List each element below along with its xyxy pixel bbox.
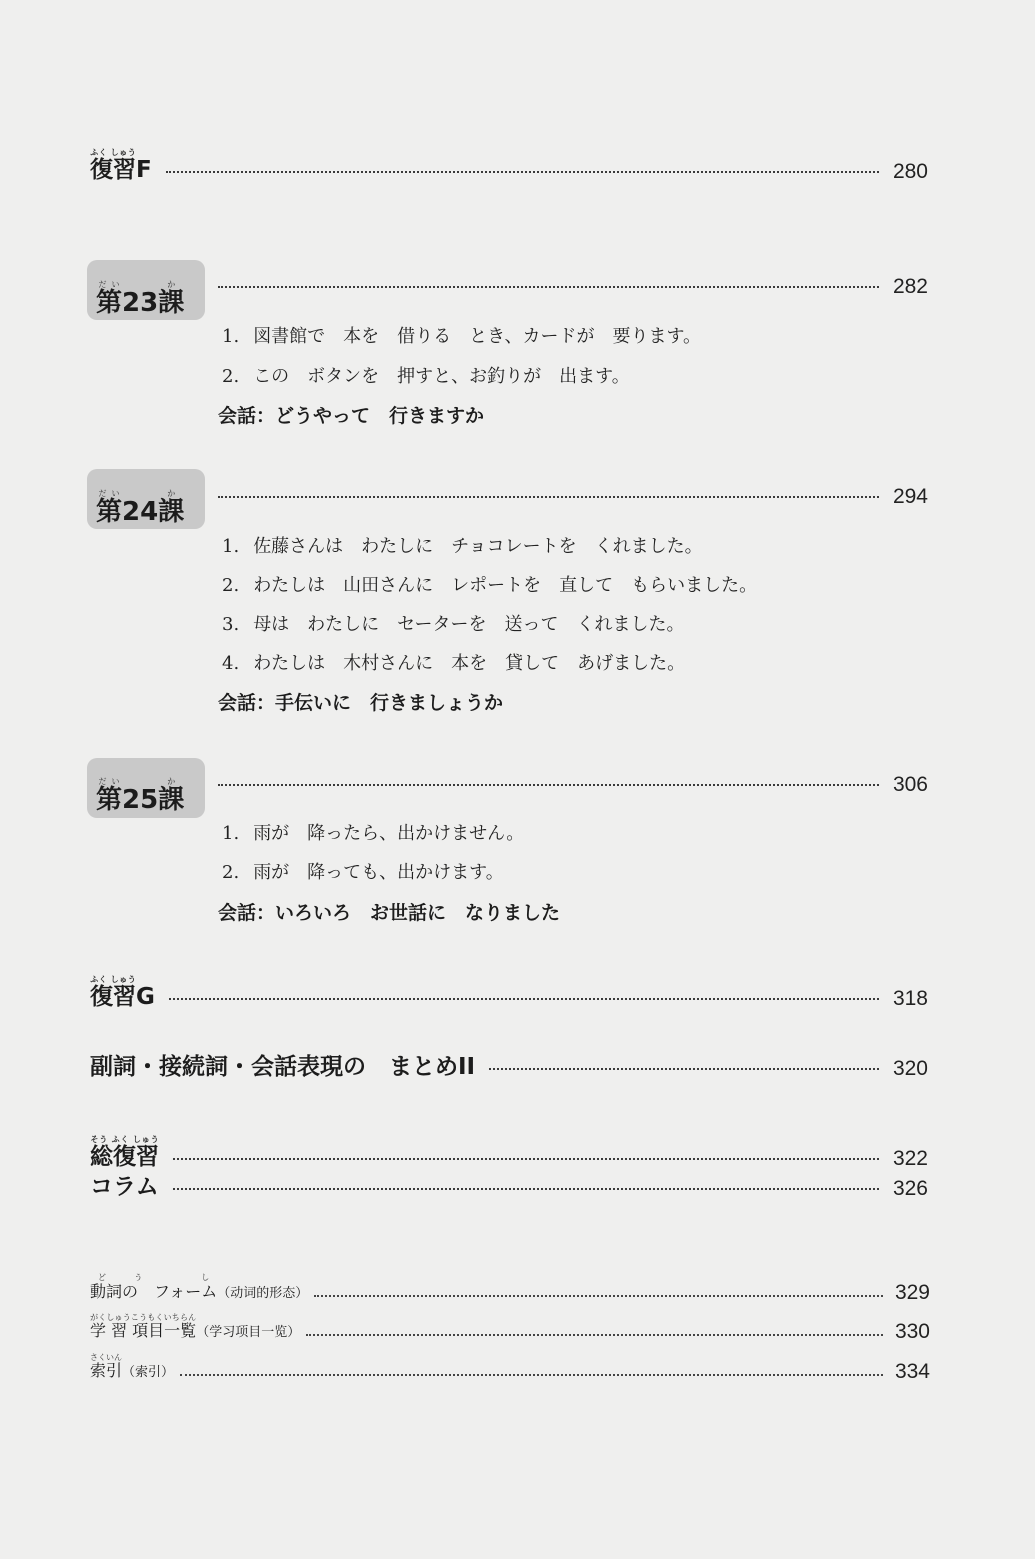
dot-leader (306, 1334, 883, 1336)
toc-entry-lesson-25[interactable] (218, 774, 928, 795)
conversation-title: 会話：手伝いに 行きましょうか (218, 692, 504, 714)
toc-title: 復習ふく しゅうF (90, 148, 152, 183)
lesson-sentence: 1. 雨が 降ったら、出かけません。 (222, 823, 525, 844)
dot-leader (218, 784, 879, 786)
lesson-title: 第だい23課か (96, 280, 185, 318)
toc-title: 索引さくいん（索引） (90, 1353, 175, 1380)
page-number: 318 (892, 987, 928, 1010)
lesson-sentence: 2. この ボタンを 押すと、お釣りが 出ます。 (222, 366, 630, 387)
toc-entry-lesson-24[interactable] (218, 486, 928, 507)
toc-entry-review-g[interactable] (90, 975, 928, 1009)
dot-leader (173, 1158, 879, 1160)
dot-leader (489, 1068, 879, 1070)
page-number: 329 (894, 1281, 930, 1304)
toc-title: コラム (90, 1174, 159, 1200)
lesson-sentence: 1. 佐藤さんは わたしに チョコレートを くれました。 (222, 536, 703, 557)
page-number: 326 (892, 1177, 928, 1200)
toc-title: 副詞・接続詞・会話表現の まとめII (90, 1054, 476, 1080)
dot-leader (173, 1188, 879, 1190)
page-number: 330 (894, 1320, 930, 1343)
toc-entry-verb-forms[interactable] (90, 1273, 930, 1303)
page-number: 282 (892, 275, 928, 298)
dot-leader (314, 1295, 883, 1297)
dot-leader (180, 1374, 883, 1376)
lesson-sentence: 3. 母は わたしに セーターを 送って くれました。 (222, 614, 685, 635)
page-number: 294 (892, 485, 928, 508)
lesson-sentence: 1. 図書館で 本を 借りる とき、カードが 要ります。 (222, 326, 702, 347)
dot-leader (218, 286, 879, 288)
toc-entry-summary-2[interactable] (90, 1055, 928, 1079)
toc-entry-index[interactable] (90, 1353, 930, 1382)
toc-entry-review-f[interactable] (90, 148, 928, 182)
dot-leader (218, 496, 879, 498)
dot-leader (169, 998, 879, 1000)
conversation-title: 会話：どうやって 行きますか (218, 405, 485, 427)
dot-leader (166, 171, 879, 173)
lesson-sentence: 4. わたしは 木村さんに 本を 貸して あげました。 (222, 653, 686, 674)
toc-entry-study-items[interactable] (90, 1313, 930, 1342)
toc-entry-lesson-23[interactable] (218, 276, 928, 297)
toc-title: 動詞の フォームどう し（动词的形态） (90, 1273, 309, 1301)
lesson-title: 第だい24課か (96, 489, 185, 527)
toc-title: 復習ふく しゅうG (90, 975, 155, 1010)
lesson-title: 第だい25課か (96, 777, 185, 815)
page-number: 306 (892, 773, 928, 796)
toc-title: 総復習そう ふく しゅう (90, 1135, 159, 1170)
toc-entry-general-review[interactable] (90, 1135, 928, 1169)
page-number: 280 (892, 160, 928, 183)
conversation-title: 会話：いろいろ お世話に なりました (218, 902, 561, 924)
page-number: 322 (892, 1147, 928, 1170)
toc-title: 学 習 項目一覧がくしゅうこうもくいちらん（学习项目一览） (90, 1313, 301, 1340)
lesson-sentence: 2. わたしは 山田さんに レポートを 直して もらいました。 (222, 575, 758, 596)
page-number: 334 (894, 1360, 930, 1383)
lesson-sentence: 2. 雨が 降っても、出かけます。 (222, 862, 504, 883)
toc-entry-column[interactable] (90, 1175, 928, 1199)
page-number: 320 (892, 1057, 928, 1080)
